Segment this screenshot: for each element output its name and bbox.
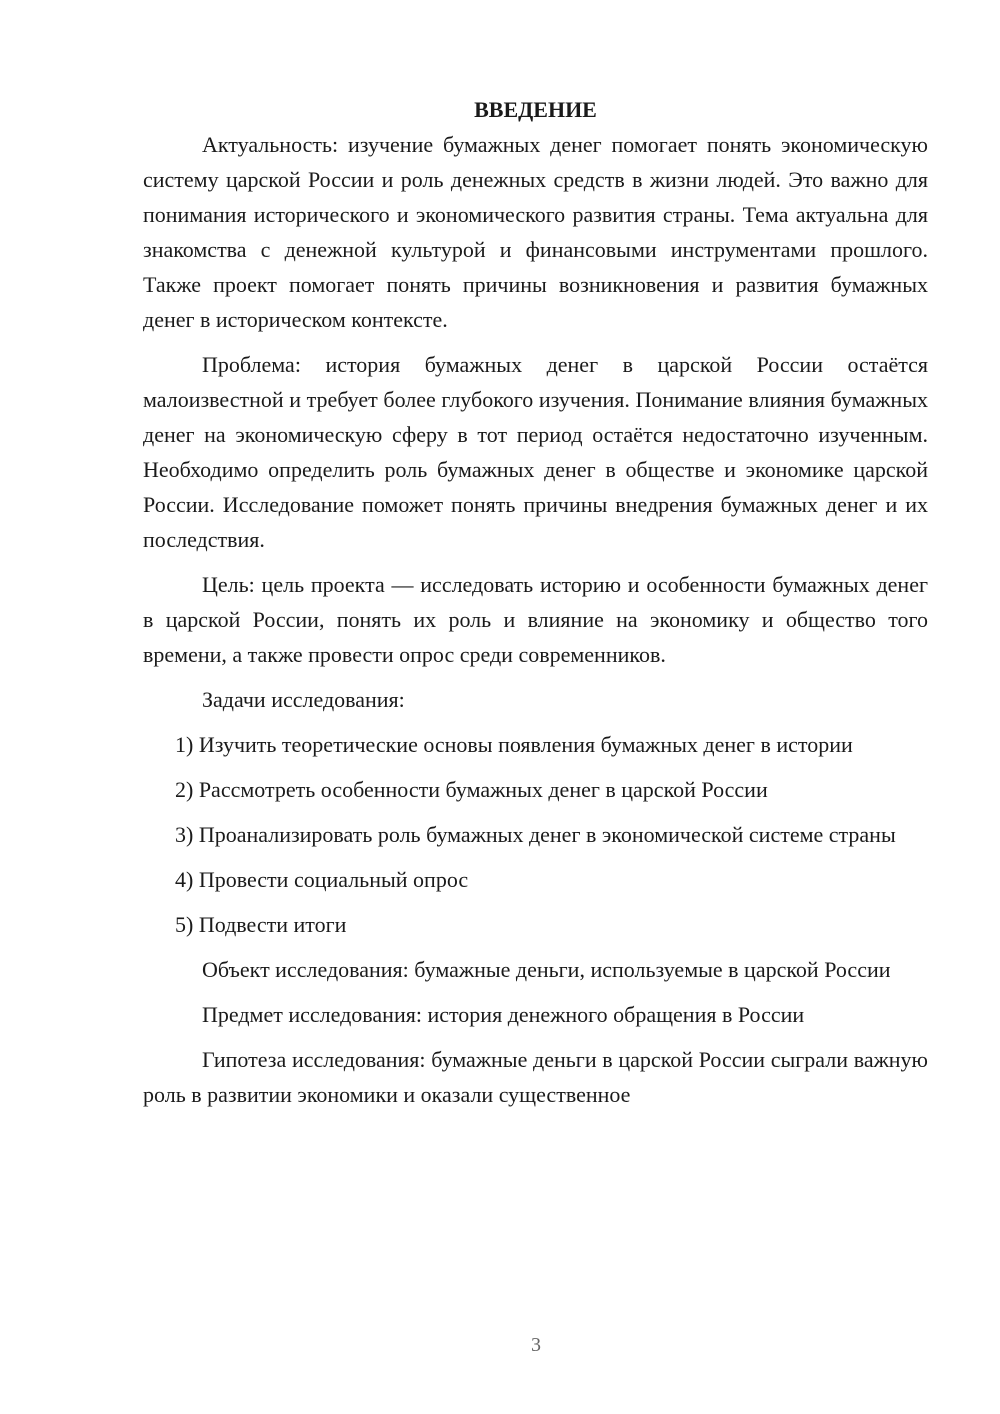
subject-paragraph: Предмет исследования: история денежного обращения в России bbox=[202, 1002, 805, 1027]
goal-paragraph: Цель: цель проекта — исследовать историю и особенности бумажных денег в царской России, понять их роль и влияние на экономику и общество того времени, а также провести опрос среди современников. bbox=[143, 572, 928, 667]
relevance-paragraph: Актуальность: изучение бумажных денег помогает понять экономическую систему царской России и роль денежных средств в жизни людей. Это важно для понимания исторического и экономического развития страны. Тема актуальна для знакомства с денежной культурой и финансовыми инструментами прошлого. Также проект помогает понять причины возникновения и развития бумажных денег в историческом контексте. bbox=[143, 132, 928, 332]
task-item: 4) Провести социальный опрос bbox=[175, 867, 469, 892]
tasks-heading: Задачи исследования: bbox=[202, 687, 405, 712]
page-number: 3 bbox=[531, 1334, 541, 1356]
task-item: 5) Подвести итоги bbox=[175, 912, 347, 937]
problem-paragraph: Проблема: история бумажных денег в царской России остаётся малоизвестной и требует более глубокого изучения. Понимание влияния бумажных денег на экономическую сферу в тот период остаётся недостаточно изученным. Необходимо определить роль бумажных денег в обществе и экономике царской России. Исследование поможет понять причины внедрения бумажных денег и их последствия. bbox=[143, 352, 928, 552]
task-item: 2) Рассмотреть особенности бумажных денег в царской России bbox=[175, 777, 768, 802]
task-item: 3) Проанализировать роль бумажных денег в экономической системе страны bbox=[175, 822, 896, 847]
section-title: ВВЕДЕНИЕ bbox=[474, 97, 597, 122]
object-paragraph: Объект исследования: бумажные деньги, используемые в царской России bbox=[202, 957, 891, 982]
document-page bbox=[143, 92, 928, 1122]
hypothesis-paragraph: Гипотеза исследования: бумажные деньги в царской России сыграли важную роль в развитии экономики и оказали существенное bbox=[143, 1047, 928, 1107]
task-item: 1) Изучить теоретические основы появления бумажных денег в истории bbox=[175, 732, 853, 757]
